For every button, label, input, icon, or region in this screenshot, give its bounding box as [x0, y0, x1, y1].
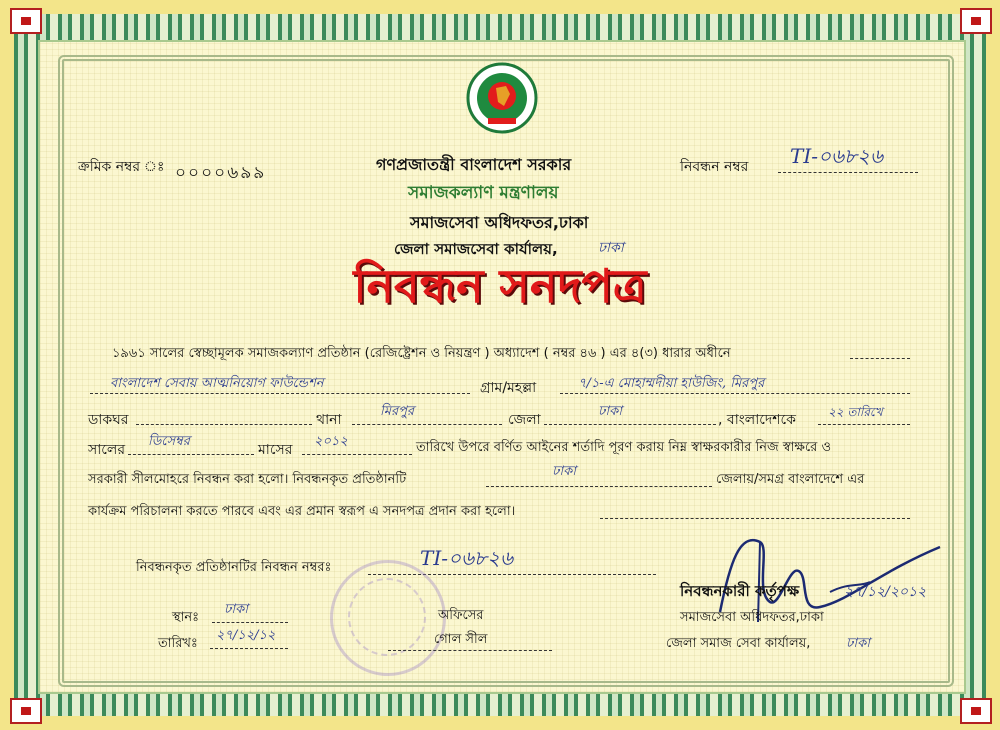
government-emblem-icon — [466, 62, 538, 134]
month-value: ২০১২ — [314, 434, 348, 449]
operating-area-value: ঢাকা — [552, 464, 576, 479]
corner-ornament-icon — [10, 698, 42, 724]
signature-date: ২৭/১২/২০১২ — [844, 584, 927, 600]
date-label: তারিখঃ — [158, 636, 198, 651]
post-office-label: ডাকঘর — [88, 412, 129, 428]
village-value: ৭/১-এ মোহাম্মদীয়া হাউজিং, মিরপুর — [578, 376, 765, 391]
ordinance-line: ১৯৬১ সালের স্বেচ্ছামূলক সমাজকল্যাণ প্রতিষ্ঠান (রেজিষ্ট্রেশন ও নিয়ন্ত্রণ ) অধ্যাদেশ ( নম্বর ৪৬ ) এর ৪(৩) ধারার অধীনে — [112, 346, 731, 361]
authority-office: জেলা সমাজ সেবা কার্যালয়, — [666, 636, 811, 651]
thana-label: থানা — [316, 412, 342, 428]
issuance-text: কার্যক্রম পরিচালনা করতে পারবে এবং এর প্রমান স্বরূপ এ সনদপত্র প্রদান করা হলো। — [88, 504, 516, 519]
serial-value: ০০০০৬৯৯ — [175, 163, 267, 183]
district-label: জেলা — [508, 412, 541, 428]
village-label: গ্রাম/মহল্লা — [480, 380, 537, 396]
government-line: গণপ্রজাতন্ত্রী বাংলাদেশ সরকার — [376, 155, 572, 174]
corner-ornament-icon — [960, 8, 992, 34]
reg-number-label: নিবন্ধনকৃত প্রতিষ্ঠানটির নিবন্ধন নম্বরঃ — [136, 560, 332, 575]
district-office-value: ঢাকা — [598, 240, 624, 256]
country-value: ২২ তারিখে — [828, 405, 883, 419]
registering-authority: নিবন্ধনকারী কর্তৃপক্ষ — [680, 582, 800, 600]
serial-label: ক্রমিক নম্বর ঃ — [78, 159, 165, 175]
registration-number-value: TI-০৬৮২৬ — [790, 144, 883, 168]
place-label: স্থানঃ — [172, 610, 200, 625]
office-seal-inner-icon — [348, 578, 426, 656]
year-value: ডিসেম্বর — [148, 434, 190, 449]
organization-name: বাংলাদেশ সেবায় আত্মনিয়োগ ফাউন্ডেশন — [110, 376, 324, 391]
office-label: অফিসের — [438, 608, 484, 623]
place-value: ঢাকা — [224, 602, 248, 617]
seal-label: গোল সীল — [434, 632, 488, 647]
thana-value: মিরপুর — [380, 404, 415, 419]
district-value: ঢাকা — [598, 404, 622, 419]
certificate-title: নিবন্ধন সনদপত্র — [353, 259, 647, 313]
ministry-name: সমাজকল্যাণ মন্ত্রণালয় — [408, 183, 559, 203]
authority-directorate: সমাজসেবা অধিদফতর,ঢাকা — [680, 610, 824, 625]
conditions-text: তারিখে উপরে বর্ণিত আইনের শর্তাদি পূরণ করায় নিম্ন স্বাক্ষরকারীর নিজ স্বাক্ষরে ও — [416, 440, 832, 455]
operating-area-text: জেলায়/সমগ্র বাংলাদেশে এর — [716, 472, 865, 487]
seal-text: সরকারী সীলমোহরে নিবন্ধন করা হলো। নিবন্ধনকৃত প্রতিষ্ঠানটি — [88, 472, 407, 487]
authority-office-value: ঢাকা — [846, 636, 870, 651]
year-label: সালের — [88, 442, 126, 458]
registration-number-label: নিবন্ধন নম্বর — [680, 159, 749, 175]
corner-ornament-icon — [960, 698, 992, 724]
district-office: জেলা সমাজসেবা কার্যালয়, — [394, 240, 558, 258]
reg-number-value: TI-০৬৮২৬ — [420, 546, 513, 570]
country-label: , বাংলাদেশকে — [718, 412, 796, 428]
corner-ornament-icon — [10, 8, 42, 34]
directorate-name: সমাজসেবা অধিদফতর,ঢাকা — [410, 213, 589, 232]
month-label: মাসের — [258, 442, 293, 458]
date-value: ২৭/১২/১২ — [216, 628, 276, 643]
